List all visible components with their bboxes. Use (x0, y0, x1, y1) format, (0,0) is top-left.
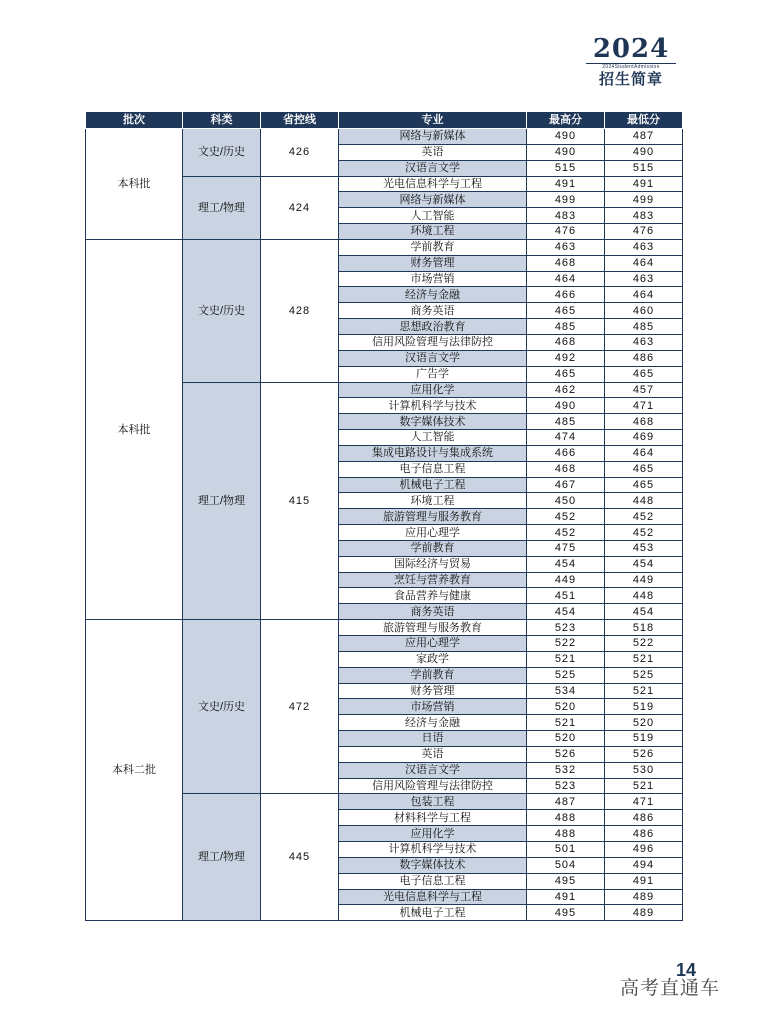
major-cell: 人工智能 (339, 430, 527, 446)
max-score-cell: 490 (527, 129, 605, 145)
batch-cell: 本科批 (86, 129, 183, 240)
max-score-cell: 492 (527, 350, 605, 366)
max-score-cell: 476 (527, 224, 605, 240)
min-score-cell: 453 (605, 540, 683, 556)
max-score-cell: 468 (527, 461, 605, 477)
max-score-cell: 499 (527, 192, 605, 208)
min-score-cell: 463 (605, 239, 683, 255)
table-row (86, 620, 683, 636)
control-line-cell: 445 (261, 794, 339, 921)
min-score-cell: 454 (605, 556, 683, 572)
control-line-cell: 415 (261, 382, 339, 620)
max-score-cell: 487 (527, 794, 605, 810)
min-score-cell: 518 (605, 620, 683, 636)
max-score-cell: 452 (527, 525, 605, 541)
major-cell: 商务英语 (339, 303, 527, 319)
header-max-score: 最高分 (527, 112, 605, 129)
max-score-cell: 463 (527, 239, 605, 255)
major-cell: 市场营销 (339, 699, 527, 715)
brand-logo (586, 36, 676, 89)
max-score-cell: 495 (527, 905, 605, 921)
min-score-cell: 468 (605, 414, 683, 430)
header-category: 科类 (183, 112, 261, 129)
major-cell: 学前教育 (339, 667, 527, 683)
max-score-cell: 522 (527, 636, 605, 652)
major-cell: 电子信息工程 (339, 461, 527, 477)
category-cell: 理工/物理 (183, 176, 261, 239)
max-score-cell: 521 (527, 651, 605, 667)
major-cell: 应用化学 (339, 826, 527, 842)
major-cell: 信用风险管理与法律防控 (339, 334, 527, 350)
category-cell: 理工/物理 (183, 794, 261, 921)
min-score-cell: 490 (605, 144, 683, 160)
major-cell: 日语 (339, 731, 527, 747)
admission-score-table (85, 111, 683, 921)
min-score-cell: 454 (605, 604, 683, 620)
max-score-cell: 465 (527, 366, 605, 382)
control-line-cell: 424 (261, 176, 339, 239)
major-cell: 思想政治教育 (339, 319, 527, 335)
major-cell: 机械电子工程 (339, 905, 527, 921)
brand-year: 2024 (592, 34, 670, 64)
min-score-cell: 486 (605, 826, 683, 842)
major-cell: 环境工程 (339, 224, 527, 240)
max-score-cell: 523 (527, 620, 605, 636)
max-score-cell: 450 (527, 493, 605, 509)
min-score-cell: 496 (605, 841, 683, 857)
header-batch: 批次 (86, 112, 183, 129)
major-cell: 经济与金融 (339, 287, 527, 303)
major-cell: 学前教育 (339, 239, 527, 255)
max-score-cell: 454 (527, 556, 605, 572)
max-score-cell: 454 (527, 604, 605, 620)
table-body (86, 129, 683, 921)
min-score-cell: 460 (605, 303, 683, 319)
max-score-cell: 488 (527, 826, 605, 842)
min-score-cell: 464 (605, 255, 683, 271)
min-score-cell: 463 (605, 334, 683, 350)
max-score-cell: 523 (527, 778, 605, 794)
max-score-cell: 532 (527, 762, 605, 778)
category-cell: 文史/历史 (183, 239, 261, 382)
major-cell: 英语 (339, 144, 527, 160)
min-score-cell: 448 (605, 493, 683, 509)
max-score-cell: 525 (527, 667, 605, 683)
max-score-cell: 495 (527, 873, 605, 889)
min-score-cell: 452 (605, 525, 683, 541)
min-score-cell: 486 (605, 350, 683, 366)
min-score-cell: 521 (605, 683, 683, 699)
major-cell: 光电信息科学与工程 (339, 176, 527, 192)
min-score-cell: 489 (605, 905, 683, 921)
major-cell: 光电信息科学与工程 (339, 889, 527, 905)
min-score-cell: 464 (605, 287, 683, 303)
page-number: 14 (676, 960, 697, 980)
category-cell: 文史/历史 (183, 129, 261, 177)
max-score-cell: 467 (527, 477, 605, 493)
major-cell: 包装工程 (339, 794, 527, 810)
category-cell: 理工/物理 (183, 382, 261, 620)
major-cell: 旅游管理与服务教育 (339, 509, 527, 525)
table-row (86, 129, 683, 145)
major-cell: 计算机科学与技术 (339, 398, 527, 414)
min-score-cell: 465 (605, 461, 683, 477)
max-score-cell: 534 (527, 683, 605, 699)
max-score-cell: 504 (527, 857, 605, 873)
major-cell: 应用心理学 (339, 636, 527, 652)
major-cell: 计算机科学与技术 (339, 841, 527, 857)
major-cell: 食品营养与健康 (339, 588, 527, 604)
major-cell: 国际经济与贸易 (339, 556, 527, 572)
min-score-cell: 521 (605, 778, 683, 794)
brand-subtitle: 2024StudentAdmission (586, 63, 676, 71)
min-score-cell: 464 (605, 445, 683, 461)
batch-cell: 本科批 (86, 239, 183, 619)
max-score-cell: 483 (527, 208, 605, 224)
control-line-cell: 472 (261, 620, 339, 794)
max-score-cell: 485 (527, 319, 605, 335)
major-cell: 英语 (339, 746, 527, 762)
major-cell: 材料科学与工程 (339, 810, 527, 826)
min-score-cell: 522 (605, 636, 683, 652)
min-score-cell: 449 (605, 572, 683, 588)
major-cell: 电子信息工程 (339, 873, 527, 889)
max-score-cell: 520 (527, 699, 605, 715)
min-score-cell: 487 (605, 129, 683, 145)
max-score-cell: 452 (527, 509, 605, 525)
min-score-cell: 485 (605, 319, 683, 335)
watermark: 高考直通车 (620, 978, 721, 999)
min-score-cell: 476 (605, 224, 683, 240)
min-score-cell: 494 (605, 857, 683, 873)
brand-title: 招生简章 (598, 71, 663, 88)
min-score-cell: 483 (605, 208, 683, 224)
min-score-cell: 489 (605, 889, 683, 905)
max-score-cell: 490 (527, 144, 605, 160)
major-cell: 汉语言文学 (339, 762, 527, 778)
min-score-cell: 526 (605, 746, 683, 762)
major-cell: 烹饪与营养教育 (339, 572, 527, 588)
major-cell: 市场营销 (339, 271, 527, 287)
max-score-cell: 521 (527, 715, 605, 731)
major-cell: 集成电路设计与集成系统 (339, 445, 527, 461)
major-cell: 网络与新媒体 (339, 192, 527, 208)
max-score-cell: 462 (527, 382, 605, 398)
major-cell: 环境工程 (339, 493, 527, 509)
min-score-cell: 465 (605, 477, 683, 493)
min-score-cell: 520 (605, 715, 683, 731)
major-cell: 广告学 (339, 366, 527, 382)
table-row (86, 239, 683, 255)
max-score-cell: 474 (527, 430, 605, 446)
major-cell: 学前教育 (339, 540, 527, 556)
max-score-cell: 501 (527, 841, 605, 857)
major-cell: 数字媒体技术 (339, 857, 527, 873)
max-score-cell: 526 (527, 746, 605, 762)
min-score-cell: 471 (605, 794, 683, 810)
min-score-cell: 521 (605, 651, 683, 667)
major-cell: 人工智能 (339, 208, 527, 224)
major-cell: 应用化学 (339, 382, 527, 398)
major-cell: 机械电子工程 (339, 477, 527, 493)
major-cell: 商务英语 (339, 604, 527, 620)
max-score-cell: 488 (527, 810, 605, 826)
major-cell: 财务管理 (339, 683, 527, 699)
header-min-score: 最低分 (605, 112, 683, 129)
max-score-cell: 451 (527, 588, 605, 604)
major-cell: 家政学 (339, 651, 527, 667)
major-cell: 财务管理 (339, 255, 527, 271)
min-score-cell: 519 (605, 731, 683, 747)
max-score-cell: 490 (527, 398, 605, 414)
max-score-cell: 464 (527, 271, 605, 287)
major-cell: 信用风险管理与法律防控 (339, 778, 527, 794)
control-line-cell: 428 (261, 239, 339, 382)
batch-cell: 本科二批 (86, 620, 183, 921)
min-score-cell: 515 (605, 160, 683, 176)
major-cell: 汉语言文学 (339, 160, 527, 176)
max-score-cell: 491 (527, 176, 605, 192)
max-score-cell: 466 (527, 445, 605, 461)
max-score-cell: 491 (527, 889, 605, 905)
min-score-cell: 499 (605, 192, 683, 208)
major-cell: 网络与新媒体 (339, 129, 527, 145)
control-line-cell: 426 (261, 129, 339, 177)
min-score-cell: 525 (605, 667, 683, 683)
min-score-cell: 491 (605, 873, 683, 889)
header-control-line: 省控线 (261, 112, 339, 129)
major-cell: 数字媒体技术 (339, 414, 527, 430)
min-score-cell: 448 (605, 588, 683, 604)
table-header-row (86, 112, 683, 129)
min-score-cell: 463 (605, 271, 683, 287)
max-score-cell: 485 (527, 414, 605, 430)
max-score-cell: 475 (527, 540, 605, 556)
major-cell: 应用心理学 (339, 525, 527, 541)
max-score-cell: 520 (527, 731, 605, 747)
category-cell: 文史/历史 (183, 620, 261, 794)
header-major: 专业 (339, 112, 527, 129)
min-score-cell: 519 (605, 699, 683, 715)
min-score-cell: 469 (605, 430, 683, 446)
min-score-cell: 465 (605, 366, 683, 382)
min-score-cell: 457 (605, 382, 683, 398)
max-score-cell: 515 (527, 160, 605, 176)
max-score-cell: 466 (527, 287, 605, 303)
max-score-cell: 468 (527, 255, 605, 271)
min-score-cell: 530 (605, 762, 683, 778)
major-cell: 经济与金融 (339, 715, 527, 731)
min-score-cell: 486 (605, 810, 683, 826)
major-cell: 旅游管理与服务教育 (339, 620, 527, 636)
major-cell: 汉语言文学 (339, 350, 527, 366)
min-score-cell: 452 (605, 509, 683, 525)
max-score-cell: 465 (527, 303, 605, 319)
max-score-cell: 468 (527, 334, 605, 350)
max-score-cell: 449 (527, 572, 605, 588)
min-score-cell: 491 (605, 176, 683, 192)
min-score-cell: 471 (605, 398, 683, 414)
